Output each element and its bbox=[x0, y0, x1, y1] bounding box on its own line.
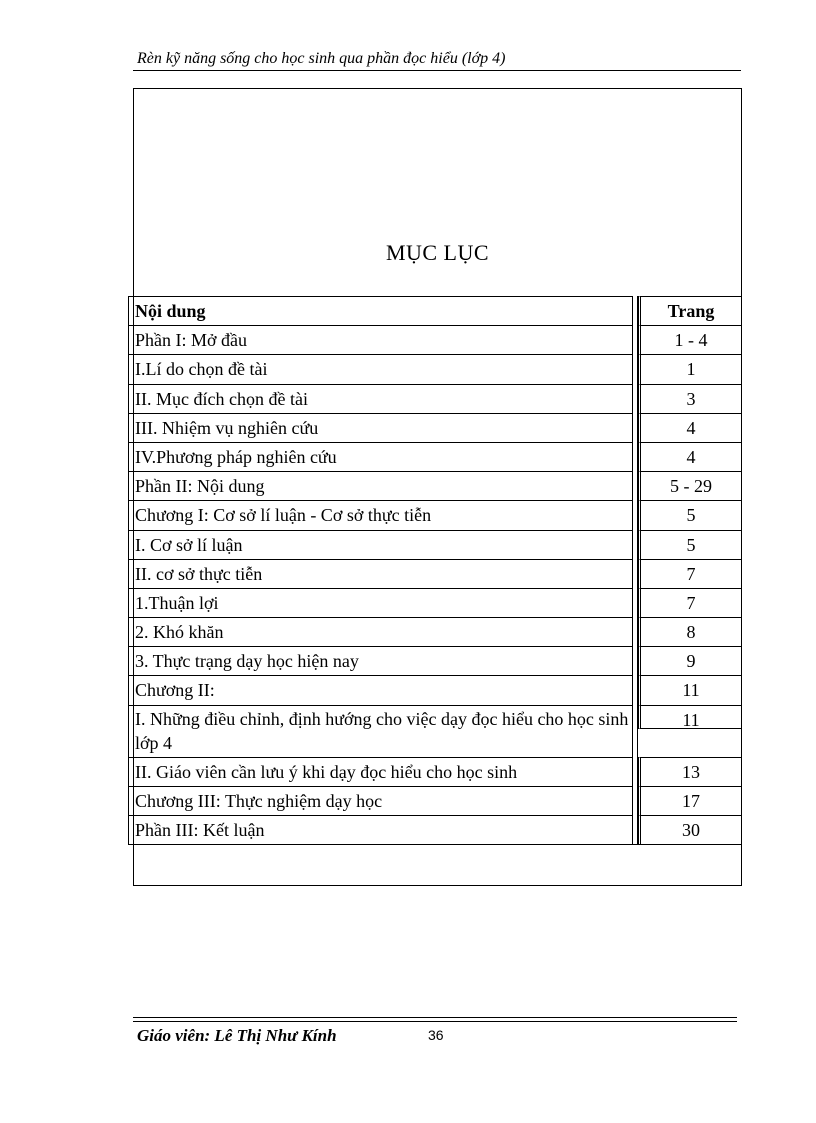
toc-row-content: II. Giáo viên cần lưu ý khi dạy đọc hiểu cho học sinh bbox=[128, 757, 632, 786]
running-header-title: Rèn kỹ năng sống cho học sinh qua phần đọc hiểu (lớp 4) bbox=[137, 50, 506, 67]
toc-row-page: 9 bbox=[638, 646, 742, 675]
toc-row-content: I.Lí do chọn đề tài bbox=[128, 354, 632, 383]
toc-row bbox=[128, 413, 744, 442]
toc-row-page: 7 bbox=[638, 588, 742, 617]
toc-row-page: 4 bbox=[638, 413, 742, 442]
toc-row-page: 3 bbox=[638, 384, 742, 413]
toc-row bbox=[128, 325, 744, 354]
toc-row-content: IV.Phương pháp nghiên cứu bbox=[128, 442, 632, 471]
toc-row bbox=[128, 471, 744, 500]
toc-row bbox=[128, 675, 744, 704]
footer-rule bbox=[133, 1017, 737, 1018]
toc-row-content: Chương II: bbox=[128, 675, 632, 704]
footer-author: Giáo viên: Lê Thị Như Kính bbox=[137, 1026, 337, 1045]
toc-row-content: I. Cơ sở lí luận bbox=[128, 530, 632, 559]
toc-row-content: III. Nhiệm vụ nghiên cứu bbox=[128, 413, 632, 442]
page-number: 36 bbox=[428, 1027, 444, 1043]
toc-row-content: Chương III: Thực nghiệm dạy học bbox=[128, 786, 632, 815]
toc-row-content: Chương I: Cơ sở lí luận - Cơ sở thực tiễn bbox=[128, 500, 632, 529]
toc-row bbox=[128, 646, 744, 675]
toc-row-content: Phần II: Nội dung bbox=[128, 471, 632, 500]
toc-header-page: Trang bbox=[638, 296, 742, 325]
toc-row-page: 5 bbox=[638, 530, 742, 559]
toc-row bbox=[128, 384, 744, 413]
toc-row bbox=[128, 617, 744, 646]
toc-row-content: II. cơ sở thực tiễn bbox=[128, 559, 632, 588]
toc-row-page: 1 bbox=[638, 354, 742, 383]
toc-row-page: 30 bbox=[638, 815, 742, 844]
toc-header-content: Nội dung bbox=[128, 296, 632, 325]
toc-row-page: 5 - 29 bbox=[638, 471, 742, 500]
toc-row-page: 11 bbox=[638, 705, 742, 729]
toc-row bbox=[128, 500, 744, 529]
toc-row-content: 1.Thuận lợi bbox=[128, 588, 632, 617]
toc-row-content: I. Những điều chỉnh, định hướng cho việc dạy đọc hiểu cho học sinh lớp 4 bbox=[128, 705, 632, 757]
toc-row bbox=[128, 815, 744, 844]
toc-row-content: 2. Khó khăn bbox=[128, 617, 632, 646]
toc-row-page: 11 bbox=[638, 675, 742, 704]
toc-row bbox=[128, 705, 744, 757]
toc-row-content: II. Mục đích chọn đề tài bbox=[128, 384, 632, 413]
toc-row bbox=[128, 530, 744, 559]
toc-row-page: 4 bbox=[638, 442, 742, 471]
toc-row-page: 7 bbox=[638, 559, 742, 588]
toc-row-page: 1 - 4 bbox=[638, 325, 742, 354]
toc-row bbox=[128, 757, 744, 786]
toc-table bbox=[128, 296, 744, 844]
toc-row-page: 17 bbox=[638, 786, 742, 815]
toc-title: MỤC LỤC bbox=[385, 240, 490, 265]
header-rule bbox=[133, 70, 741, 71]
table-bottom-rule bbox=[128, 844, 742, 845]
toc-row bbox=[128, 354, 744, 383]
toc-row-page: 13 bbox=[638, 757, 742, 786]
toc-row bbox=[128, 786, 744, 815]
toc-header-row bbox=[128, 296, 744, 325]
toc-row-page: 8 bbox=[638, 617, 742, 646]
toc-row bbox=[128, 442, 744, 471]
footer-rule-thin bbox=[133, 1021, 737, 1022]
toc-row-content: Phần I: Mở đầu bbox=[128, 325, 632, 354]
toc-row-page: 5 bbox=[638, 500, 742, 529]
toc-row-content: 3. Thực trạng dạy học hiện nay bbox=[128, 646, 632, 675]
toc-row-content: Phần III: Kết luận bbox=[128, 815, 632, 844]
toc-row bbox=[128, 559, 744, 588]
toc-row bbox=[128, 588, 744, 617]
